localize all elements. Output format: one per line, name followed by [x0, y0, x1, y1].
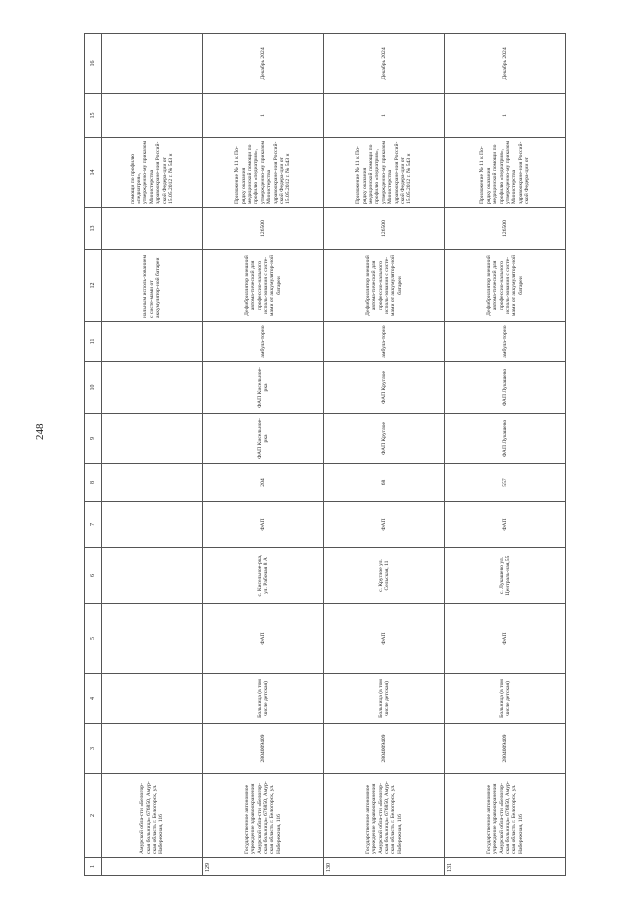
- quantity-cell: 1: [203, 94, 324, 138]
- table-cell: [102, 208, 203, 250]
- name-cell: ФАП Кисельное-рка: [203, 414, 324, 464]
- population-cell: 68: [324, 464, 445, 502]
- table-cell: [102, 414, 203, 464]
- continuation-row: [102, 34, 203, 876]
- name-cell: ФАП Круглое: [324, 414, 445, 464]
- unit-cell: ФАП: [203, 502, 324, 548]
- page-number: 248: [34, 423, 46, 440]
- basis-cell: помощи по профилю «педиатрия», утвержденно-му приказом Министерства здравоохране-ния Россий-ской Федера-ции от 15.05.2012 г. № 543 н: [102, 138, 203, 208]
- code-cell: 2804009409: [203, 724, 324, 774]
- table-row: [324, 34, 445, 876]
- basis-cell: Приложение № 11 к По-рядку оказания медицинской помощи по профилю «педиатрия», утвержденно-му приказом Министерства здравоохране-ния Россий-ской Федера-ции от 15.05.2012 г. № 543 н: [203, 138, 324, 208]
- table-cell: [102, 94, 203, 138]
- col-header: 15: [85, 94, 102, 138]
- name-cell: ФАП Лукашево: [445, 362, 566, 414]
- code-cell: 2804009409: [324, 724, 445, 774]
- mode-cell: амбула-торно: [203, 322, 324, 362]
- basis-cell: Приложение № 11 к По-рядку оказания медицинской помощи по профилю «педиатрия», утвержденно-му приказом Министерства здравоохране-ния Россий-ской Федера-ции от: [445, 138, 566, 208]
- table-cell: [102, 322, 203, 362]
- row-number: 129: [203, 858, 324, 876]
- table-cell: [102, 858, 203, 876]
- row-number: 130: [324, 858, 445, 876]
- type-cell: Больница (в том числе детская): [445, 674, 566, 724]
- rotated-table-area: [84, 34, 566, 876]
- col-header: 13: [85, 208, 102, 250]
- table-cell: [102, 674, 203, 724]
- equipment-cell: Дефибриллятор внешний автома-тический для профессио-нального исполь-зования с систе-мами от аккумулятор-ной батареи: [445, 250, 566, 322]
- col-header: 14: [85, 138, 102, 208]
- table-cell: [102, 548, 203, 604]
- col-header: 4: [85, 674, 102, 724]
- org-cell: Государственное автономное учреждение здравоохранения Амурской обла-сти «Белогор-ская больница» 676850, Амур-ская область г. Белогорск, ул. Набережная, 116: [203, 774, 324, 858]
- population-cell: 204: [203, 464, 324, 502]
- code-cell: 2804009409: [445, 724, 566, 774]
- equipment-cell: Дефибриллятор внешний автома-тический для профессио-нального исполь-зования с систе-мами от аккумулятор-ной батареи: [203, 250, 324, 322]
- name-cell: ФАП Лукашево: [445, 414, 566, 464]
- org-cell: Государственное автономное учреждение здравоохранения Амурской обла-сти «Белогор-ская больница» 676850, Амур-ская область г. Белогорск, ул. Набережная, 116: [324, 774, 445, 858]
- name-cell: ФАП Кисельное-рка: [203, 362, 324, 414]
- unit-cell: ФАП: [324, 502, 445, 548]
- col-header: 5: [85, 604, 102, 674]
- name-cell: ФАП Круглое: [324, 362, 445, 414]
- quantity-cell: 1: [324, 94, 445, 138]
- row-number: 131: [445, 858, 566, 876]
- mode-cell: амбула-торно: [324, 322, 445, 362]
- col-header: 1: [85, 858, 102, 876]
- kind-cell: ФАП: [445, 604, 566, 674]
- quantity-cell: 1: [445, 94, 566, 138]
- org-cell: Амурской обла-сти «Белогор-ская больница» 676850, Амур-ская область г. Белогорск, ул. Набережная, 116: [102, 774, 203, 858]
- type-cell: Больница (в том числе детская): [203, 674, 324, 724]
- table-row: [445, 34, 566, 876]
- unit-cell: ФАП: [445, 502, 566, 548]
- col-header: 11: [85, 322, 102, 362]
- table-cell: [102, 502, 203, 548]
- col-header: 6: [85, 548, 102, 604]
- col-header: 10: [85, 362, 102, 414]
- col-header: 9: [85, 414, 102, 464]
- table-cell: [102, 34, 203, 94]
- price-cell: 126500: [203, 208, 324, 250]
- equipment-table: [84, 33, 566, 876]
- col-header: 3: [85, 724, 102, 774]
- type-cell: Больница (в том числе детская): [324, 674, 445, 724]
- equipment-cell: Дефибриллятор внешний автома-тический для профессио-нального исполь-зования с систе-мами от аккумулятор-ной батареи: [324, 250, 445, 322]
- price-cell: 126500: [324, 208, 445, 250]
- org-cell: Государственное автономное учреждение здравоохранения Амурской обла-сти «Белогор-ская больница» 676850, Амур-ская область г. Белогорск, ул. Набережная, 116: [445, 774, 566, 858]
- mode-cell: амбула-торно: [445, 322, 566, 362]
- date-cell: Декабрь 2024: [445, 34, 566, 94]
- col-header: 12: [85, 250, 102, 322]
- col-header: 8: [85, 464, 102, 502]
- address-cell: с. Круглое ул. Сельская, 11: [324, 548, 445, 604]
- col-header: 16: [85, 34, 102, 94]
- kind-cell: ФАП: [203, 604, 324, 674]
- equipment-cell: нальным исполь-зованием с систе-мами от аккумулятор-ной батареи: [102, 250, 203, 322]
- date-cell: Декабрь 2024: [203, 34, 324, 94]
- table-row: [203, 34, 324, 876]
- kind-cell: ФАП: [324, 604, 445, 674]
- table-cell: [102, 724, 203, 774]
- address-cell: с. Кисельное-рка, ул. Рабочая 8 А: [203, 548, 324, 604]
- date-cell: Декабрь 2024: [324, 34, 445, 94]
- population-cell: 557: [445, 464, 566, 502]
- table-cell: [102, 604, 203, 674]
- price-cell: 126500: [445, 208, 566, 250]
- address-cell: с. Лукашево ул. Централь-ная,55: [445, 548, 566, 604]
- col-header: 2: [85, 774, 102, 858]
- basis-cell: Приложение № 11 к По-рядку оказания медицинской помощи по профилю «педиатрия», утвержденно-му приказом Министерства здравоохране-ния Россий-ской Федера-ции от 15.05.2012 г. № 543 н: [324, 138, 445, 208]
- column-number-row: [85, 34, 102, 876]
- table-cell: [102, 464, 203, 502]
- col-header: 7: [85, 502, 102, 548]
- table-cell: [102, 362, 203, 414]
